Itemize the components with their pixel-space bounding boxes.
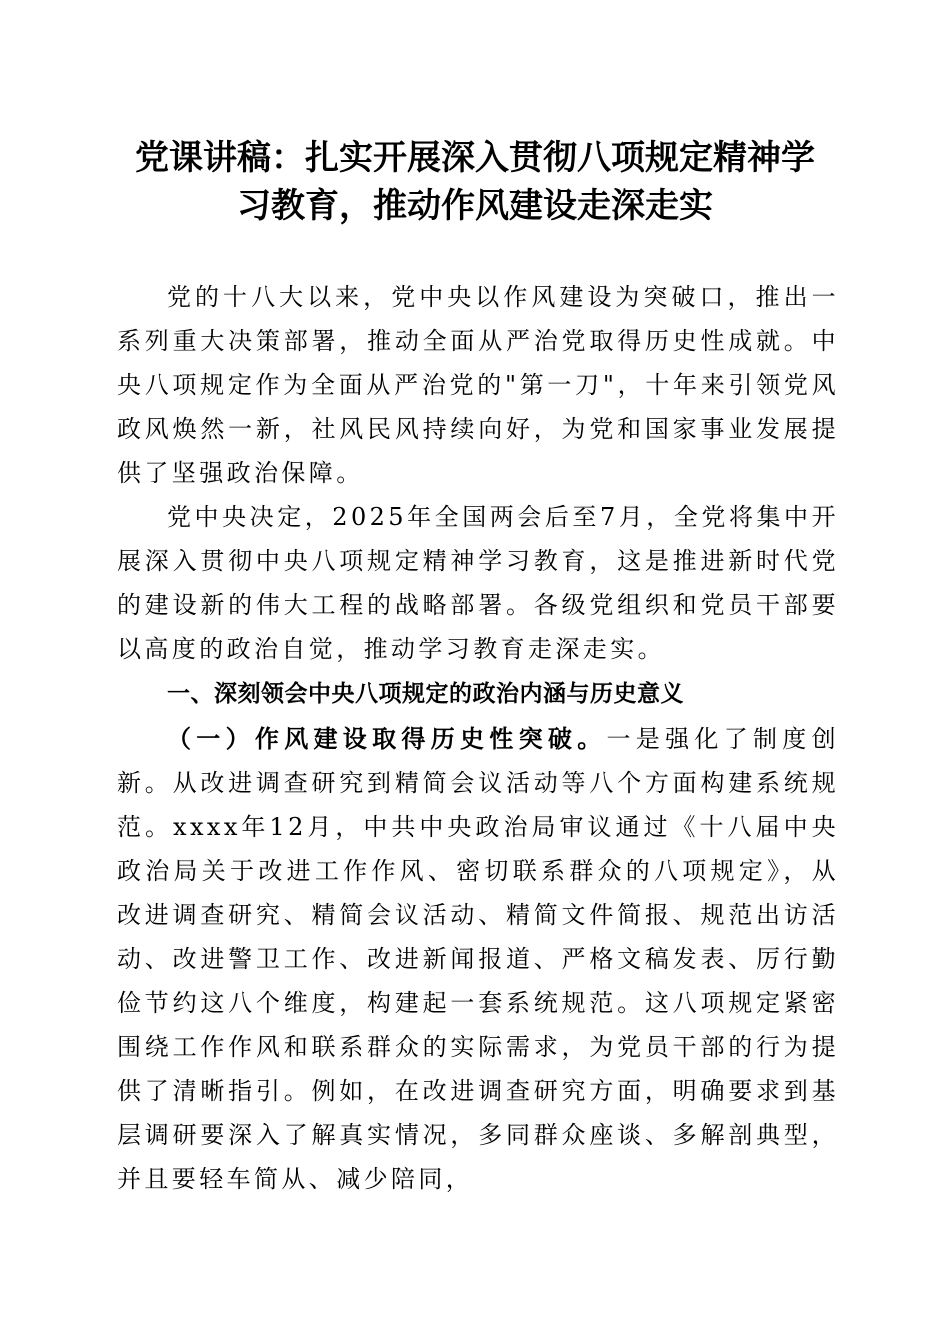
subsection-heading: （一）作风建设取得历史性突破。: [167, 724, 607, 753]
title-line-1: 党课讲稿：扎实开展深入贯彻八项规定精神学: [135, 138, 815, 178]
paragraph-intro: 党的十八大以来，党中央以作风建设为突破口，推出一系列重大决策部署，推动全面从严治党取得历史性成就。中央八项规定作为全面从严治党的"第一刀"，十年来引领党风政风焕然一新，社风民风持续向好，为党和国家事业发展提供了坚强政治保障。: [117, 283, 839, 487]
document-title: [110, 134, 840, 230]
section-heading-1: 一、深刻领会中央八项规定的政治内涵与历史意义: [167, 681, 684, 707]
document-body: [117, 275, 839, 1201]
title-line-2: 习教育，推动作风建设走深走实: [237, 186, 713, 226]
subsection-body: 一是强化了制度创新。从改进调查研究到精简会议活动等八个方面构建系统规范。xxxx年12月，中共中央政治局审议通过《十八届中央政治局关于改进工作作风、密切联系群众的八项规定》，从改进调查研究、精简会议活动、精简文件简报、规范出访活动、改进警卫工作、改进新闻报道、严格文稿发表、厉行勤俭节约这八个维度，构建起一套系统规范。这八项规定紧密围绕工作作风和联系群众的实际需求，为党员干部的行为提供了清晰指引。例如，在改进调查研究方面，明确要求到基层调研要深入了解真实情况，多同群众座谈、多解剖典型，并且要轻车简从、减少陪同，: [117, 725, 839, 1193]
paragraph-decision: 党中央决定，2025年全国两会后至7月，全党将集中开展深入贯彻中央八项规定精神学习教育，这是推进新时代党的建设新的伟大工程的战略部署。各级党组织和党员干部要以高度的政治自觉，推动学习教育走深走实。: [117, 503, 839, 663]
subsection-paragraph: [117, 717, 839, 1201]
